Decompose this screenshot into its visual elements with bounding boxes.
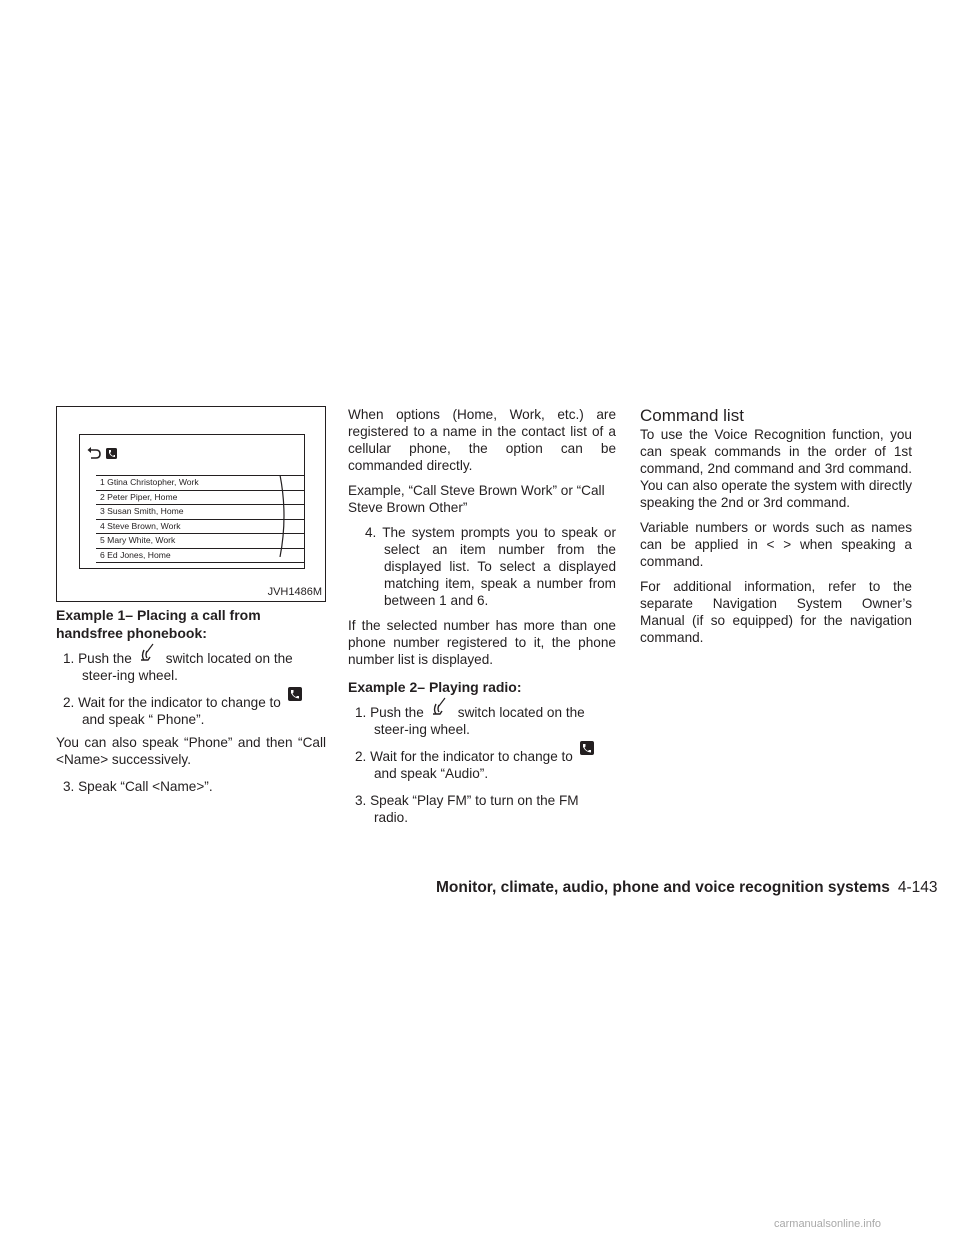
contact-list bbox=[96, 475, 304, 563]
command-paragraph-2: Variable numbers or words such as names can be applied in < > when speaking a command. bbox=[640, 520, 912, 569]
example2-step3: 3. Speak “Play FM” to turn on the FM radio. bbox=[355, 793, 579, 825]
figure-code: JVH1486M bbox=[267, 586, 322, 598]
phone-list-paragraph: If the selected number has more than one phone number registered to it, the phone number list is displayed. bbox=[348, 618, 616, 667]
display-screen bbox=[79, 434, 305, 569]
phone-indicator-icon bbox=[573, 748, 607, 764]
example1-step2 bbox=[56, 694, 326, 728]
back-arrow-icon bbox=[86, 445, 126, 461]
step-text: switch located on the steer-ing wheel. bbox=[374, 705, 585, 737]
list-item: 1 Gtina Christopher, Work bbox=[96, 475, 304, 491]
example2-step1 bbox=[348, 704, 616, 738]
example2-step2 bbox=[348, 748, 616, 782]
step-text: and speak “Audio”. bbox=[374, 766, 489, 781]
example1-heading: Example 1– Placing a call from handsfree phonebook: bbox=[56, 607, 261, 641]
list-item: 3 Susan Smith, Home bbox=[96, 505, 304, 520]
command-paragraph-1: To use the Voice Recognition function, you can speak commands in the order of 1st command, 2nd command and 3rd command. You can also operate the system with directly speaking the 2nd or 3rd command. bbox=[640, 427, 912, 510]
list-item: 5 Mary White, Work bbox=[96, 534, 304, 549]
figure-phonebook-screen bbox=[56, 406, 326, 602]
list-item: 2 Peter Piper, Home bbox=[96, 491, 304, 506]
talk-switch-icon bbox=[424, 704, 458, 720]
watermark: carmanualsonline.info bbox=[774, 1218, 882, 1230]
column-1 bbox=[56, 606, 326, 795]
options-paragraph: When options (Home, Work, etc.) are registered to a name in the contact list of a cellular phone, the option can be commanded directly. bbox=[348, 407, 616, 473]
example1-step3: 3. Speak “Call <Name>”. bbox=[63, 779, 213, 794]
step-text: 1. Push the bbox=[355, 705, 424, 720]
column-2 bbox=[348, 406, 616, 826]
step-text: switch located on the steer-ing wheel. bbox=[82, 651, 293, 683]
example1-step1 bbox=[56, 650, 326, 684]
page-number: 4-143 bbox=[897, 879, 938, 896]
step-text: 1. Push the bbox=[63, 651, 132, 666]
list-curve-decoration bbox=[276, 475, 290, 557]
phone-indicator-icon bbox=[281, 694, 315, 710]
section-title: Monitor, climate, audio, phone and voice recognition systems bbox=[436, 879, 890, 896]
example1-step4: 4. The system prompts you to speak or select an item number from the displayed list. To select a displayed matching item, speak a number from between 1 and 6. bbox=[365, 525, 616, 608]
phone-indicator-icon bbox=[106, 448, 117, 459]
talk-switch-icon bbox=[132, 650, 166, 666]
step-text: and speak “ Phone”. bbox=[82, 712, 205, 727]
step-text: 2. Wait for the indicator to change to bbox=[63, 695, 281, 710]
column-3 bbox=[640, 406, 912, 646]
example2-heading: Example 2– Playing radio: bbox=[348, 679, 522, 695]
example-paragraph: Example, “Call Steve Brown Work” or “Call Steve Brown Other” bbox=[348, 483, 605, 515]
example1-paragraph: You can also speak “Phone” and then “Call <Name> successively. bbox=[56, 735, 326, 767]
command-paragraph-3: For additional information, refer to the separate Navigation System Owner’s Manual (if so equipped) for the navigation command. bbox=[640, 579, 912, 645]
list-item: 4 Steve Brown, Work bbox=[96, 520, 304, 535]
step-text: 2. Wait for the indicator to change to bbox=[355, 749, 573, 764]
command-list-heading: Command list bbox=[640, 406, 744, 425]
list-item: 6 Ed Jones, Home bbox=[96, 549, 304, 564]
screen-icons bbox=[86, 445, 126, 461]
page-footer bbox=[436, 879, 938, 897]
